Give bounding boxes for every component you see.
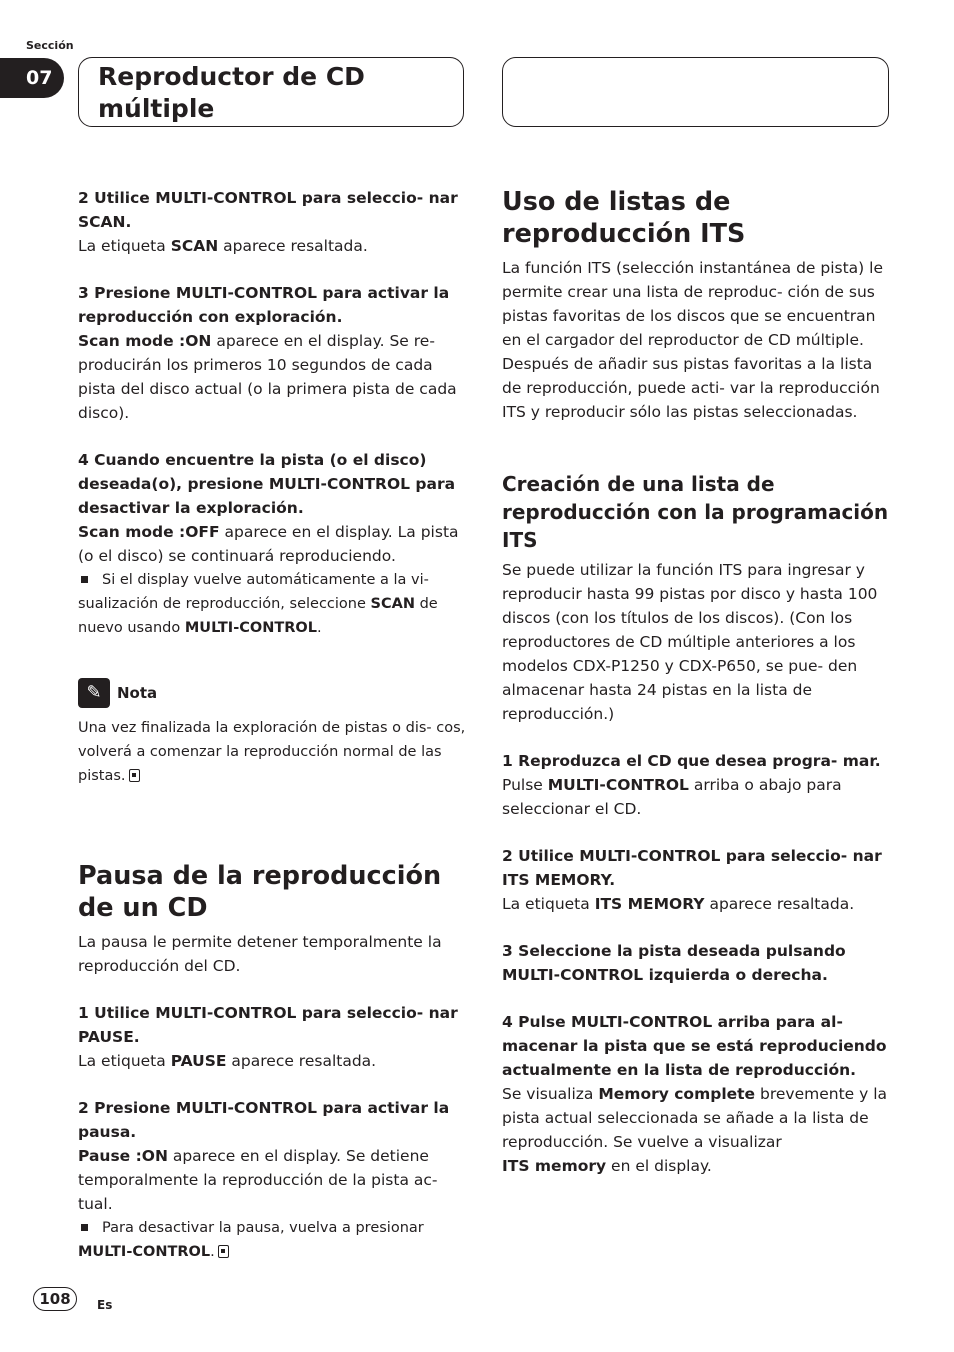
scan-step-4-text: Scan mode :OFF aparece en el display. La pista (o el disco) se continuará reproduciendo.: [78, 523, 459, 565]
end-mark-icon: [218, 1245, 229, 1258]
chapter-header-box: [78, 57, 464, 127]
pause-step-2-heading: 2 Presione MULTI-CONTROL para activar la pausa.: [78, 1099, 450, 1141]
note-label: Nota: [117, 684, 158, 702]
scan-step-4-heading: 4 Cuando encuentre la pista (o el disco) deseada(o), presione MULTI-CONTROL para desactivar la exploración.: [78, 451, 456, 517]
end-mark-icon: [129, 769, 140, 782]
pause-intro: La pausa le permite detener temporalmente la reproducción del CD.: [78, 933, 442, 975]
pause-section-title: Pausa de la reproducción de un CD: [78, 861, 442, 923]
scan-step-2-text: La etiqueta SCAN aparece resaltada.: [78, 237, 368, 255]
language-code: Es: [97, 1298, 113, 1312]
right-column: [502, 186, 890, 1178]
pencil-icon: ✎: [78, 678, 110, 708]
scan-step-4-bullet: Si el display vuelve automáticamente a la vi- sualización de reproducción, seleccione SCAN de nuevo usando MULTI-CONTROL.: [78, 572, 438, 636]
bullet-icon: [81, 576, 88, 583]
its-step-2-heading: 2 Utilice MULTI-CONTROL para seleccio- nar ITS MEMORY.: [502, 847, 882, 889]
chapter-title: Reproductor de CD múltiple: [98, 62, 365, 123]
scan-step-3-text: Scan mode :ON aparece en el display. Se re- producirán los primeros 10 segundos de cada pista del disco actual (o la primera pista de cada disco).: [78, 332, 457, 422]
pause-step-2-bullet: Para desactivar la pausa, vuelva a presionar MULTI-CONTROL.: [78, 1220, 424, 1260]
bullet-icon: [81, 1224, 88, 1231]
section-number-tab: 07: [0, 58, 64, 98]
note-text: Una vez finalizada la exploración de pistas o dis- cos, volverá a comenzar la reproducción normal de las pistas.: [78, 720, 466, 784]
its-section-title: Uso de listas de reproducción ITS: [502, 187, 746, 249]
note-header: [78, 678, 466, 708]
its-step-4-heading: 4 Pulse MULTI-CONTROL arriba para al- macenar la pista que se está reproduciendo actualmente en la lista de reproducción.: [502, 1013, 887, 1079]
section-label: Sección: [26, 39, 74, 52]
its-step-1-heading: 1 Reproduzca el CD que desea progra- mar.: [502, 752, 881, 770]
scan-step-2-heading: 2 Utilice MULTI-CONTROL para seleccio- nar SCAN.: [78, 189, 458, 231]
its-step-3-heading: 3 Seleccione la pista deseada pulsando MULTI-CONTROL izquierda o derecha.: [502, 942, 846, 984]
its-step-1-text: Pulse MULTI-CONTROL arriba o abajo para seleccionar el CD.: [502, 776, 842, 818]
its-step-2-text: La etiqueta ITS MEMORY aparece resaltada.: [502, 895, 855, 913]
its-step-4-text: Se visualiza Memory complete brevemente y la pista actual seleccionada se añade a la lista de reproducción. Se vuelve a visualizar ITS memory en el display.: [502, 1085, 888, 1175]
pause-step-2-text: Pause :ON aparece en el display. Se detiene temporalmente la reproducción de la pista ac- tual.: [78, 1147, 438, 1213]
its-intro: La función ITS (selección instantánea de pista) le permite crear una lista de reproduc- ción de sus pistas favoritas de los discos que se encuentran en el cargador del reproductor de CD múltiple. Después de añadir sus pistas favoritas a la lista de reproducción, puede acti- var la reproducción ITS y reproducir sólo las pistas seleccionadas.: [502, 259, 883, 421]
left-column: [78, 186, 466, 1264]
its-programming-title: Creación de una lista de reproducción con la programación ITS: [502, 472, 889, 552]
chapter-header-box-right: [502, 57, 889, 127]
pause-step-1-text: La etiqueta PAUSE aparece resaltada.: [78, 1052, 377, 1070]
pause-step-1-heading: 1 Utilice MULTI-CONTROL para seleccio- nar PAUSE.: [78, 1004, 458, 1046]
scan-step-3-heading: 3 Presione MULTI-CONTROL para activar la reproducción con exploración.: [78, 284, 450, 326]
its-programming-intro: Se puede utilizar la función ITS para ingresar y reproducir hasta 99 pistas por disco y hasta 100 discos (con los títulos de los discos). (Con los reproductores de CD múltiple anteriores a los modelos CDX-P1250 y CDX-P650, se pue- den almacenar hasta 24 pistas en la lista de reproducción.): [502, 561, 878, 723]
page-number: 108: [33, 1287, 77, 1311]
